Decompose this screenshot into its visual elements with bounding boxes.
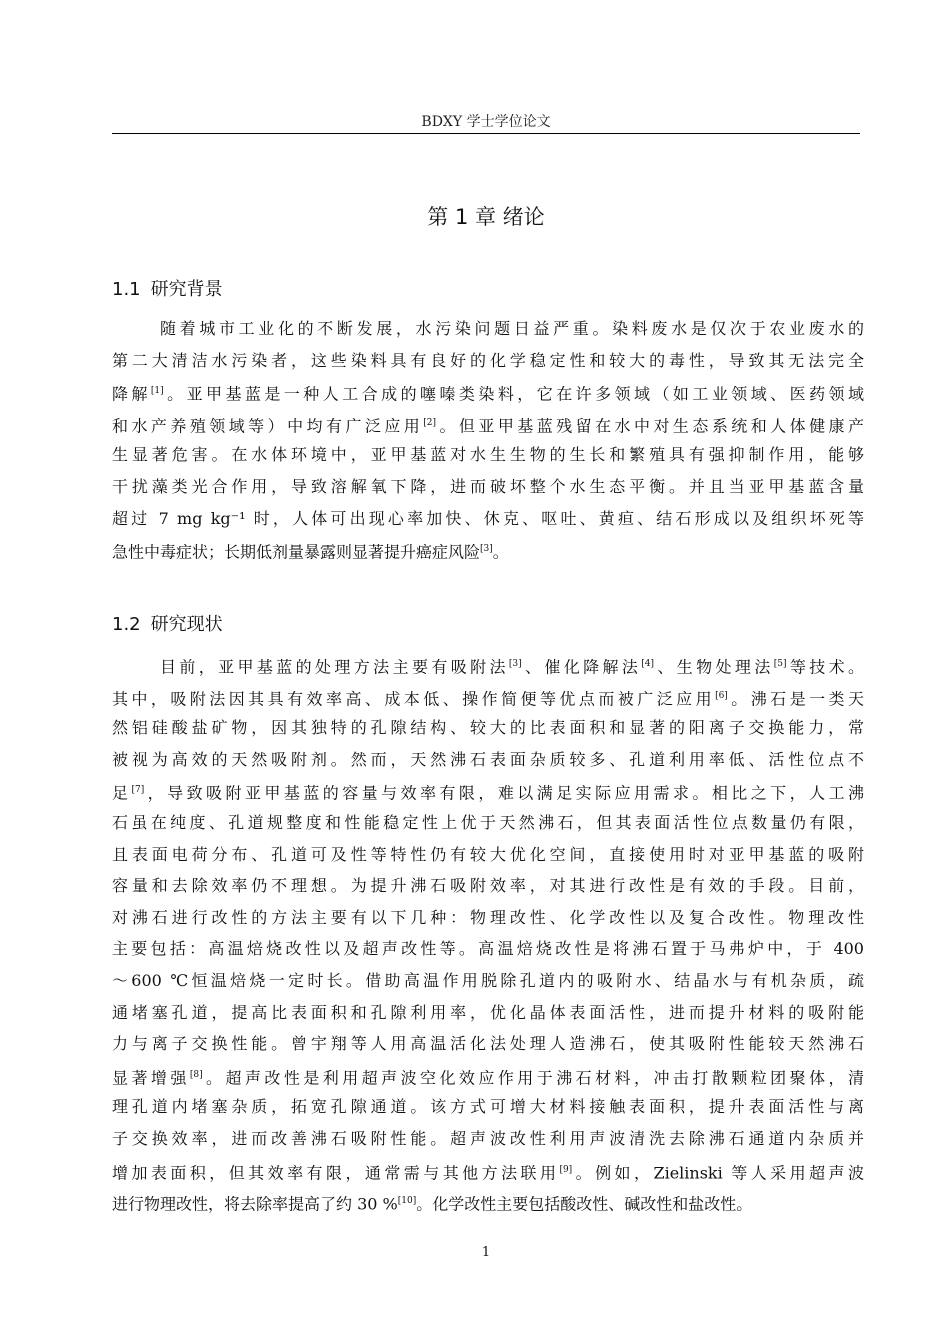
text-line: 主要包括：高温焙烧改性以及超声改性等。高温焙烧改性是将沸石置于马弗炉中，于 400 [112, 939, 864, 959]
text-line: 理孔道内堵塞杂质，拓宽孔隙通道。该方式可增大材料接触表面积，提升表面活性与离 [112, 1097, 864, 1117]
text-line: 足[7]，导致吸附亚甲基蓝的容量与效率有限，难以满足实际应用需求。相比之下，人工沸 [112, 783, 864, 803]
text-line: 超过 7 mg kg⁻¹ 时，人体可出现心率加快、休克、呕吐、黄疸、结石形成以及组织坏死等 [112, 508, 864, 528]
citation-marker: [6] [715, 690, 728, 701]
section-1-2-paragraph [112, 649, 864, 1218]
header-rule [112, 133, 860, 134]
citation-marker: [8] [189, 1069, 203, 1080]
text-line: 随着城市工业化的不断发展，水污染问题日益严重。染料废水是仅次于农业废水的 [160, 319, 864, 338]
section-1-1-paragraph [112, 313, 864, 566]
citation-marker: [4] [641, 659, 655, 669]
text-line: 急性中毒症状；长期低剂量暴露则显著提升癌症风险[3]。 [112, 542, 509, 562]
citation-marker: [3] [508, 659, 522, 669]
text-line: 目前，亚甲基蓝的处理方法主要有吸附法[3]、催化降解法[4]、生物处理法[5]等技术。 [160, 657, 864, 677]
section-title: 研究背景 [150, 279, 223, 300]
citation-marker: [7] [131, 785, 145, 796]
section-heading-1-2 [112, 610, 223, 636]
text-line: 降解[1]。亚甲基蓝是一种人工合成的噻嗪类染料，它在许多领域（如工业领域、医药领域 [112, 384, 864, 404]
chapter-title: 第 1 章 绪论 [427, 205, 545, 229]
citation-marker: [3] [480, 544, 493, 555]
text-line: 且表面电荷分布、孔道可及性等特性仍有较大优化空间，直接使用时对亚甲基蓝的吸附 [112, 844, 864, 864]
page-number: 1 [481, 1245, 491, 1260]
text-line: 进行物理改性，将去除率提高了约 30 %[10]。化学改性主要包括酸改性、碱改性和盐改性。 [112, 1194, 753, 1214]
text-line: 容量和去除效率仍不理想。为提升沸石吸附效率，对其进行改性是有效的手段。目前， [112, 876, 864, 896]
text-line: 通堵塞孔道，提高比表面积和孔隙利用率，优化晶体表面活性，进而提升材料的吸附能 [112, 1002, 864, 1022]
running-header: BDXY 学士学位论文 [421, 114, 551, 130]
text-line: 生显著危害。在水体环境中，亚甲基蓝对水生生物的生长和繁殖具有强抑制作用，能够 [112, 445, 864, 465]
text-line: 石虽在纯度、孔道规整度和性能稳定性上优于天然沸石，但其表面活性位点数量仍有限， [112, 812, 864, 832]
text-line: 显著增强[8]。超声改性是利用超声波空化效应作用于沸石材料，冲击打散颗粒团聚体，清 [112, 1068, 864, 1088]
citation-marker: [5] [773, 659, 787, 669]
text-line: 其中，吸附法因其具有效率高、成本低、操作简便等优点而被广泛应用[6]。沸石是一类天 [112, 688, 864, 708]
citation-marker: [1] [150, 386, 164, 397]
citation-marker: [9] [559, 1164, 573, 1175]
text-line: 力与离子交换性能。曾宇翔等人用高温活化法处理人造沸石，使其吸附性能较天然沸石 [112, 1034, 864, 1054]
section-number: 1.1 [112, 279, 141, 300]
section-title: 研究现状 [150, 614, 223, 635]
section-heading-1-1 [112, 275, 223, 301]
citation-marker: [2] [423, 417, 437, 428]
text-line: 和水产养殖领域等）中均有广泛应用[2]。但亚甲基蓝残留在水中对生态系统和人体健康产 [112, 416, 864, 436]
citation-marker: [10] [397, 1196, 417, 1207]
text-line: ～600 ℃恒温焙烧一定时长。借助高温作用脱除孔道内的吸附水、结晶水与有机杂质，疏 [112, 970, 864, 990]
text-line: 第二大清洁水污染者，这些染料具有良好的化学稳定性和较大的毒性，导致其无法完全 [112, 350, 864, 370]
text-line: 干扰藻类光合作用，导致溶解氧下降，进而破坏整个水生态平衡。并且当亚甲基蓝含量 [112, 476, 864, 496]
section-number: 1.2 [112, 614, 141, 635]
text-line: 增加表面积，但其效率有限，通常需与其他方法联用[9]。例如，Zielinski 等人采用超声波 [112, 1162, 864, 1182]
text-line: 被视为高效的天然吸附剂。然而，天然沸石表面杂质较多、孔道利用率低、活性位点不 [112, 749, 864, 769]
text-line: 对沸石进行改性的方法主要有以下几种：物理改性、化学改性以及复合改性。物理改性 [112, 907, 864, 927]
text-line: 子交换效率，进而改善沸石吸附性能。超声波改性利用声波清洗去除沸石通道内杂质并 [112, 1128, 864, 1148]
text-line: 然铝硅酸盐矿物，因其独特的孔隙结构、较大的比表面积和显著的阳离子交换能力，常 [112, 718, 864, 738]
